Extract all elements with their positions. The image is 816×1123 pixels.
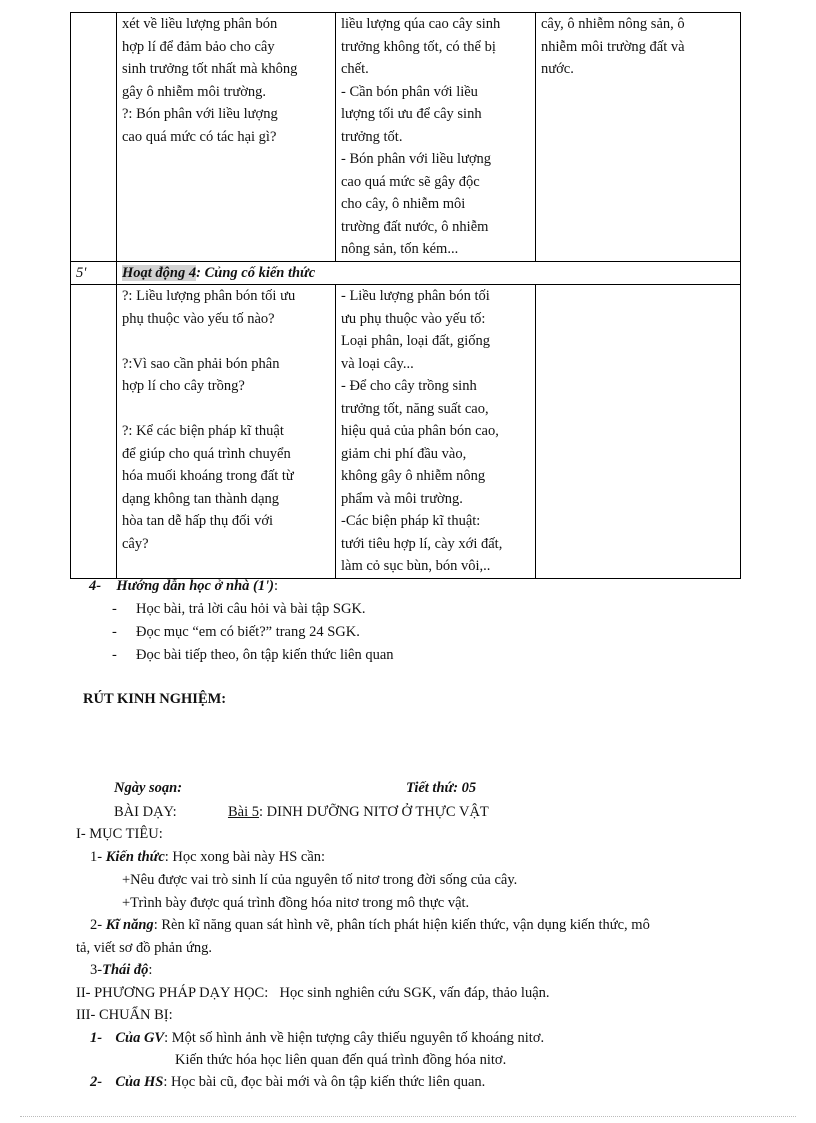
answer-line: Loại phân, loại đất, giống <box>341 333 490 349</box>
lesson-plan-table <box>70 12 741 579</box>
answer-line: phẩm và môi trường. <box>341 490 463 507</box>
gv-label: Của GV <box>115 1030 165 1046</box>
teacher-activity-cell <box>117 13 336 262</box>
time-cell: 5' <box>71 261 117 285</box>
question-line: hợp lí cho cây trồng? <box>122 378 245 394</box>
text-line: lượng tối ưu để cây sinh <box>341 106 482 122</box>
activity-title <box>122 265 315 281</box>
homework-title: Hướng dẫn học ở nhà (1') <box>116 578 274 594</box>
text-line: cao quá mức có tác hại gì? <box>122 128 277 145</box>
dash-bullet: - <box>112 624 117 640</box>
objectives-heading: I- MỤC TIÊU: <box>76 826 163 842</box>
activity-header-row <box>71 261 741 285</box>
text-line: sinh trưởng tốt nhất mà không <box>122 61 298 77</box>
answer-line: tưới tiêu hợp lí, cày xới đất, <box>341 535 503 552</box>
content-cell <box>536 285 741 579</box>
answer-line: làm cỏ sục bùn, bón vôi,.. <box>341 558 491 574</box>
dash-bullet: - <box>112 647 117 663</box>
skill-line <box>90 917 650 934</box>
spacer <box>122 398 330 421</box>
teacher-activity-cell <box>117 285 336 579</box>
attitude-label: Thái độ <box>102 962 149 978</box>
period-label: Tiết thứ: 05 <box>406 780 477 796</box>
text-line: chết. <box>341 61 369 77</box>
student-activity-cell <box>336 285 536 579</box>
answer-line: và loại cây... <box>341 355 414 372</box>
spacer <box>122 330 330 353</box>
lesson-label: BÀI DẠY: <box>114 804 177 820</box>
lesson-title: : DINH DƯỠNG NITƠ Ở THỰC VẬT <box>258 804 489 820</box>
text-line: trường đất nước, ô nhiễm <box>341 218 489 235</box>
activity-number-highlight: Hoạt động 4 <box>122 264 197 281</box>
question-line: hóa muối khoáng trong đất từ <box>122 468 294 484</box>
answer-line: -Các biện pháp kĩ thuật: <box>341 513 481 529</box>
gv-text: : Một số hình ảnh về hiện tượng cây thiếu nguyên tố khoáng nitơ. <box>164 1030 545 1046</box>
question-line: cây? <box>122 535 149 552</box>
methods-heading: II- PHƯƠNG PHÁP DẠY HỌC: <box>76 985 269 1001</box>
content-cell <box>536 13 741 262</box>
list-item: +Trình bày được quá trình đồng hóa nitơ trong mô thực vật. <box>122 895 470 911</box>
attitude-colon: : <box>148 962 153 978</box>
text-line: gây ô nhiễm môi trường. <box>122 83 266 100</box>
dash-bullet: - <box>112 601 117 617</box>
list-item <box>112 624 360 641</box>
student-activity-cell <box>336 13 536 262</box>
answer-line: ưu phụ thuộc vào yếu tố: <box>341 310 486 327</box>
question-line: ?: Kể các biện pháp kĩ thuật <box>122 423 284 439</box>
question-line: dạng không tan thành dạng <box>122 490 280 507</box>
item-number: 2- <box>90 917 103 933</box>
homework-item: Đọc bài tiếp theo, ôn tập kiến thức liên quan <box>136 647 394 663</box>
item-number: 2- <box>90 1074 103 1090</box>
answer-line: - Liều lượng phân bón tối <box>341 288 490 304</box>
list-item: +Nêu được vai trò sinh lí của nguyên tố nitơ trong đời sống của cây. <box>122 872 518 888</box>
lesson-number: Bài 5 <box>227 804 259 820</box>
knowledge-label: Kiến thức <box>105 849 165 865</box>
lesson-header <box>114 804 489 821</box>
date-label: Ngày soạn: <box>114 780 183 796</box>
preparation-heading: III- CHUẨN BỊ: <box>76 1007 173 1023</box>
experience-heading: RÚT KINH NGHIỆM: <box>83 691 227 707</box>
text-line: nông sản, tốn kém... <box>341 241 459 257</box>
text-line: - Bón phân với liều lượng <box>341 151 492 167</box>
question-line: hòa tan dễ hấp thụ đối với <box>122 513 274 529</box>
item-number: 1- <box>90 849 103 865</box>
question-line: ?: Liều lượng phân bón tối ưu <box>122 288 296 304</box>
list-item <box>112 647 394 664</box>
activity-title-cell <box>117 261 741 285</box>
table-row <box>71 13 741 262</box>
question-line: ?:Vì sao cần phải bón phân <box>122 355 280 372</box>
hs-label: Của HS <box>115 1074 164 1090</box>
answer-line: - Để cho cây trồng sinh <box>341 378 477 394</box>
time-cell <box>71 13 117 262</box>
text-line: cao quá mức sẽ gây độc <box>341 173 480 190</box>
table-row <box>71 285 741 579</box>
answer-line: giảm chi phí đầu vào, <box>341 445 467 462</box>
skill-label: Kĩ năng <box>105 917 154 933</box>
answer-line: hiệu quả của phân bón cao, <box>341 423 499 439</box>
skill-text: : Rèn kĩ năng quan sát hình vẽ, phân tích phát hiện kiến thức, vận dụng kiến thức, mô <box>153 917 650 933</box>
question-line: để giúp cho quá trình chuyển <box>122 445 291 462</box>
text-line: hợp lí để đảm bảo cho cây <box>122 38 275 55</box>
methods-line <box>76 985 550 1002</box>
list-item <box>112 601 366 618</box>
skill-line-continued: tả, viết sơ đồ phản ứng. <box>76 940 212 956</box>
homework-heading <box>89 578 278 595</box>
answer-line: trưởng tốt, năng suất cao, <box>341 400 489 417</box>
homework-item: Học bài, trả lời câu hỏi và bài tập SGK. <box>136 601 366 617</box>
methods-text: Học sinh nghiên cứu SGK, vấn đáp, thảo luận. <box>279 985 550 1001</box>
item-number: 3- <box>90 962 103 978</box>
hs-text: : Học bài cũ, đọc bài mới và ôn tập kiến thức liên quan. <box>163 1074 486 1090</box>
text-line: ?: Bón phân với liều lượng <box>122 106 278 122</box>
activity-title-rest: : Củng cố kiến thức <box>196 264 316 281</box>
text-line: nhiễm môi trường đất và <box>541 38 685 55</box>
gv-line <box>90 1030 544 1047</box>
text-line: cho cây, ô nhiễm môi <box>341 196 466 212</box>
text-line: nước. <box>541 61 574 77</box>
section-number: 4- <box>89 578 102 594</box>
item-number: 1- <box>90 1030 103 1046</box>
text-line: - Cần bón phân với liều <box>341 83 478 100</box>
answer-line: không gây ô nhiễm nông <box>341 468 486 484</box>
knowledge-text: : Học xong bài này HS cần: <box>164 849 326 865</box>
gv-line-continued: Kiến thức hóa học liên quan đến quá trình đồng hóa nitơ. <box>175 1052 507 1068</box>
homework-item: Đọc mục “em có biết?” trang 24 SGK. <box>136 624 360 640</box>
attitude-line <box>90 962 152 979</box>
hs-line <box>90 1074 485 1091</box>
page-divider <box>20 1116 796 1117</box>
text-line: xét về liều lượng phân bón <box>122 16 278 32</box>
text-line: trưởng không tốt, có thể bị <box>341 38 496 55</box>
text-line: liều lượng qúa cao cây sinh <box>341 16 501 32</box>
question-line: phụ thuộc vào yếu tố nào? <box>122 310 275 327</box>
knowledge-line <box>90 849 325 866</box>
text-line: trưởng tốt. <box>341 128 403 145</box>
time-cell <box>71 285 117 579</box>
text-line: cây, ô nhiễm nông sản, ô <box>541 16 685 32</box>
homework-colon: : <box>273 578 278 594</box>
